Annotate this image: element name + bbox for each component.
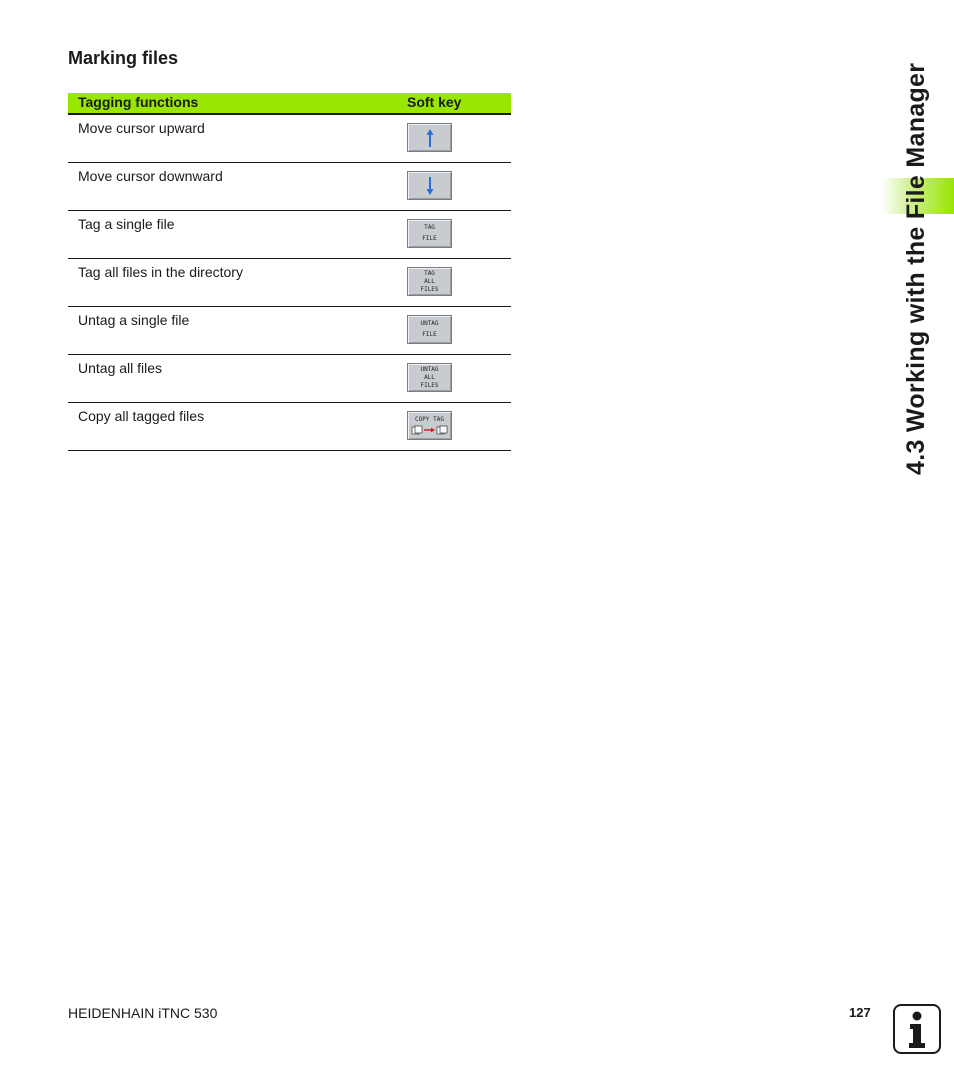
row-label: Move cursor upward: [78, 120, 205, 136]
table-row: [68, 403, 511, 451]
softkey-text: ALL: [424, 277, 435, 285]
table-header: [68, 93, 511, 115]
header-tagging-functions: Tagging functions: [78, 94, 199, 110]
copy-files-icon: [410, 424, 450, 436]
softkey-text: UNTAG: [420, 320, 439, 327]
footer-product: HEIDENHAIN iTNC 530: [68, 1005, 218, 1021]
row-label: Copy all tagged files: [78, 408, 205, 424]
row-label: Untag a single file: [78, 312, 190, 328]
page-number: 127: [849, 1005, 871, 1020]
softkey-copy-tag[interactable]: [407, 411, 452, 440]
row-label: Move cursor downward: [78, 168, 223, 184]
softkey-text: COPY TAG: [415, 415, 444, 423]
header-soft-key: Soft key: [407, 94, 462, 110]
softkey-text: FILE: [422, 331, 437, 338]
softkey-untag-all-files[interactable]: [407, 363, 452, 392]
info-icon: [893, 1004, 941, 1054]
softkey-tag-file[interactable]: [407, 219, 452, 248]
table-row: [68, 259, 511, 307]
softkey-text: ALL: [424, 373, 435, 381]
softkey-text: FILES: [420, 381, 439, 389]
table-row: [68, 307, 511, 355]
softkey-untag-file[interactable]: [407, 315, 452, 344]
softkey-text: UNTAG: [420, 365, 439, 373]
row-label: Tag a single file: [78, 216, 175, 232]
chapter-title: 4.3 Working with the File Manager: [902, 62, 930, 475]
softkey-text: FILES: [420, 285, 439, 293]
section-title: Marking files: [68, 48, 179, 68]
softkey-text: TAG: [424, 269, 435, 277]
arrow-up-icon: [425, 128, 435, 148]
table-row: [68, 163, 511, 211]
row-label: Untag all files: [78, 360, 163, 376]
row-label: Tag all files in the directory: [78, 264, 243, 280]
table-row: [68, 211, 511, 259]
arrow-down-icon: [425, 176, 435, 196]
tagging-functions-table: [68, 93, 511, 451]
softkey-cursor-down[interactable]: [407, 171, 452, 200]
table-row: [68, 355, 511, 403]
softkey-cursor-up[interactable]: [407, 123, 452, 152]
softkey-text: TAG: [424, 224, 435, 231]
softkey-text: FILE: [422, 235, 437, 242]
table-row: [68, 115, 511, 163]
softkey-tag-all-files[interactable]: [407, 267, 452, 296]
